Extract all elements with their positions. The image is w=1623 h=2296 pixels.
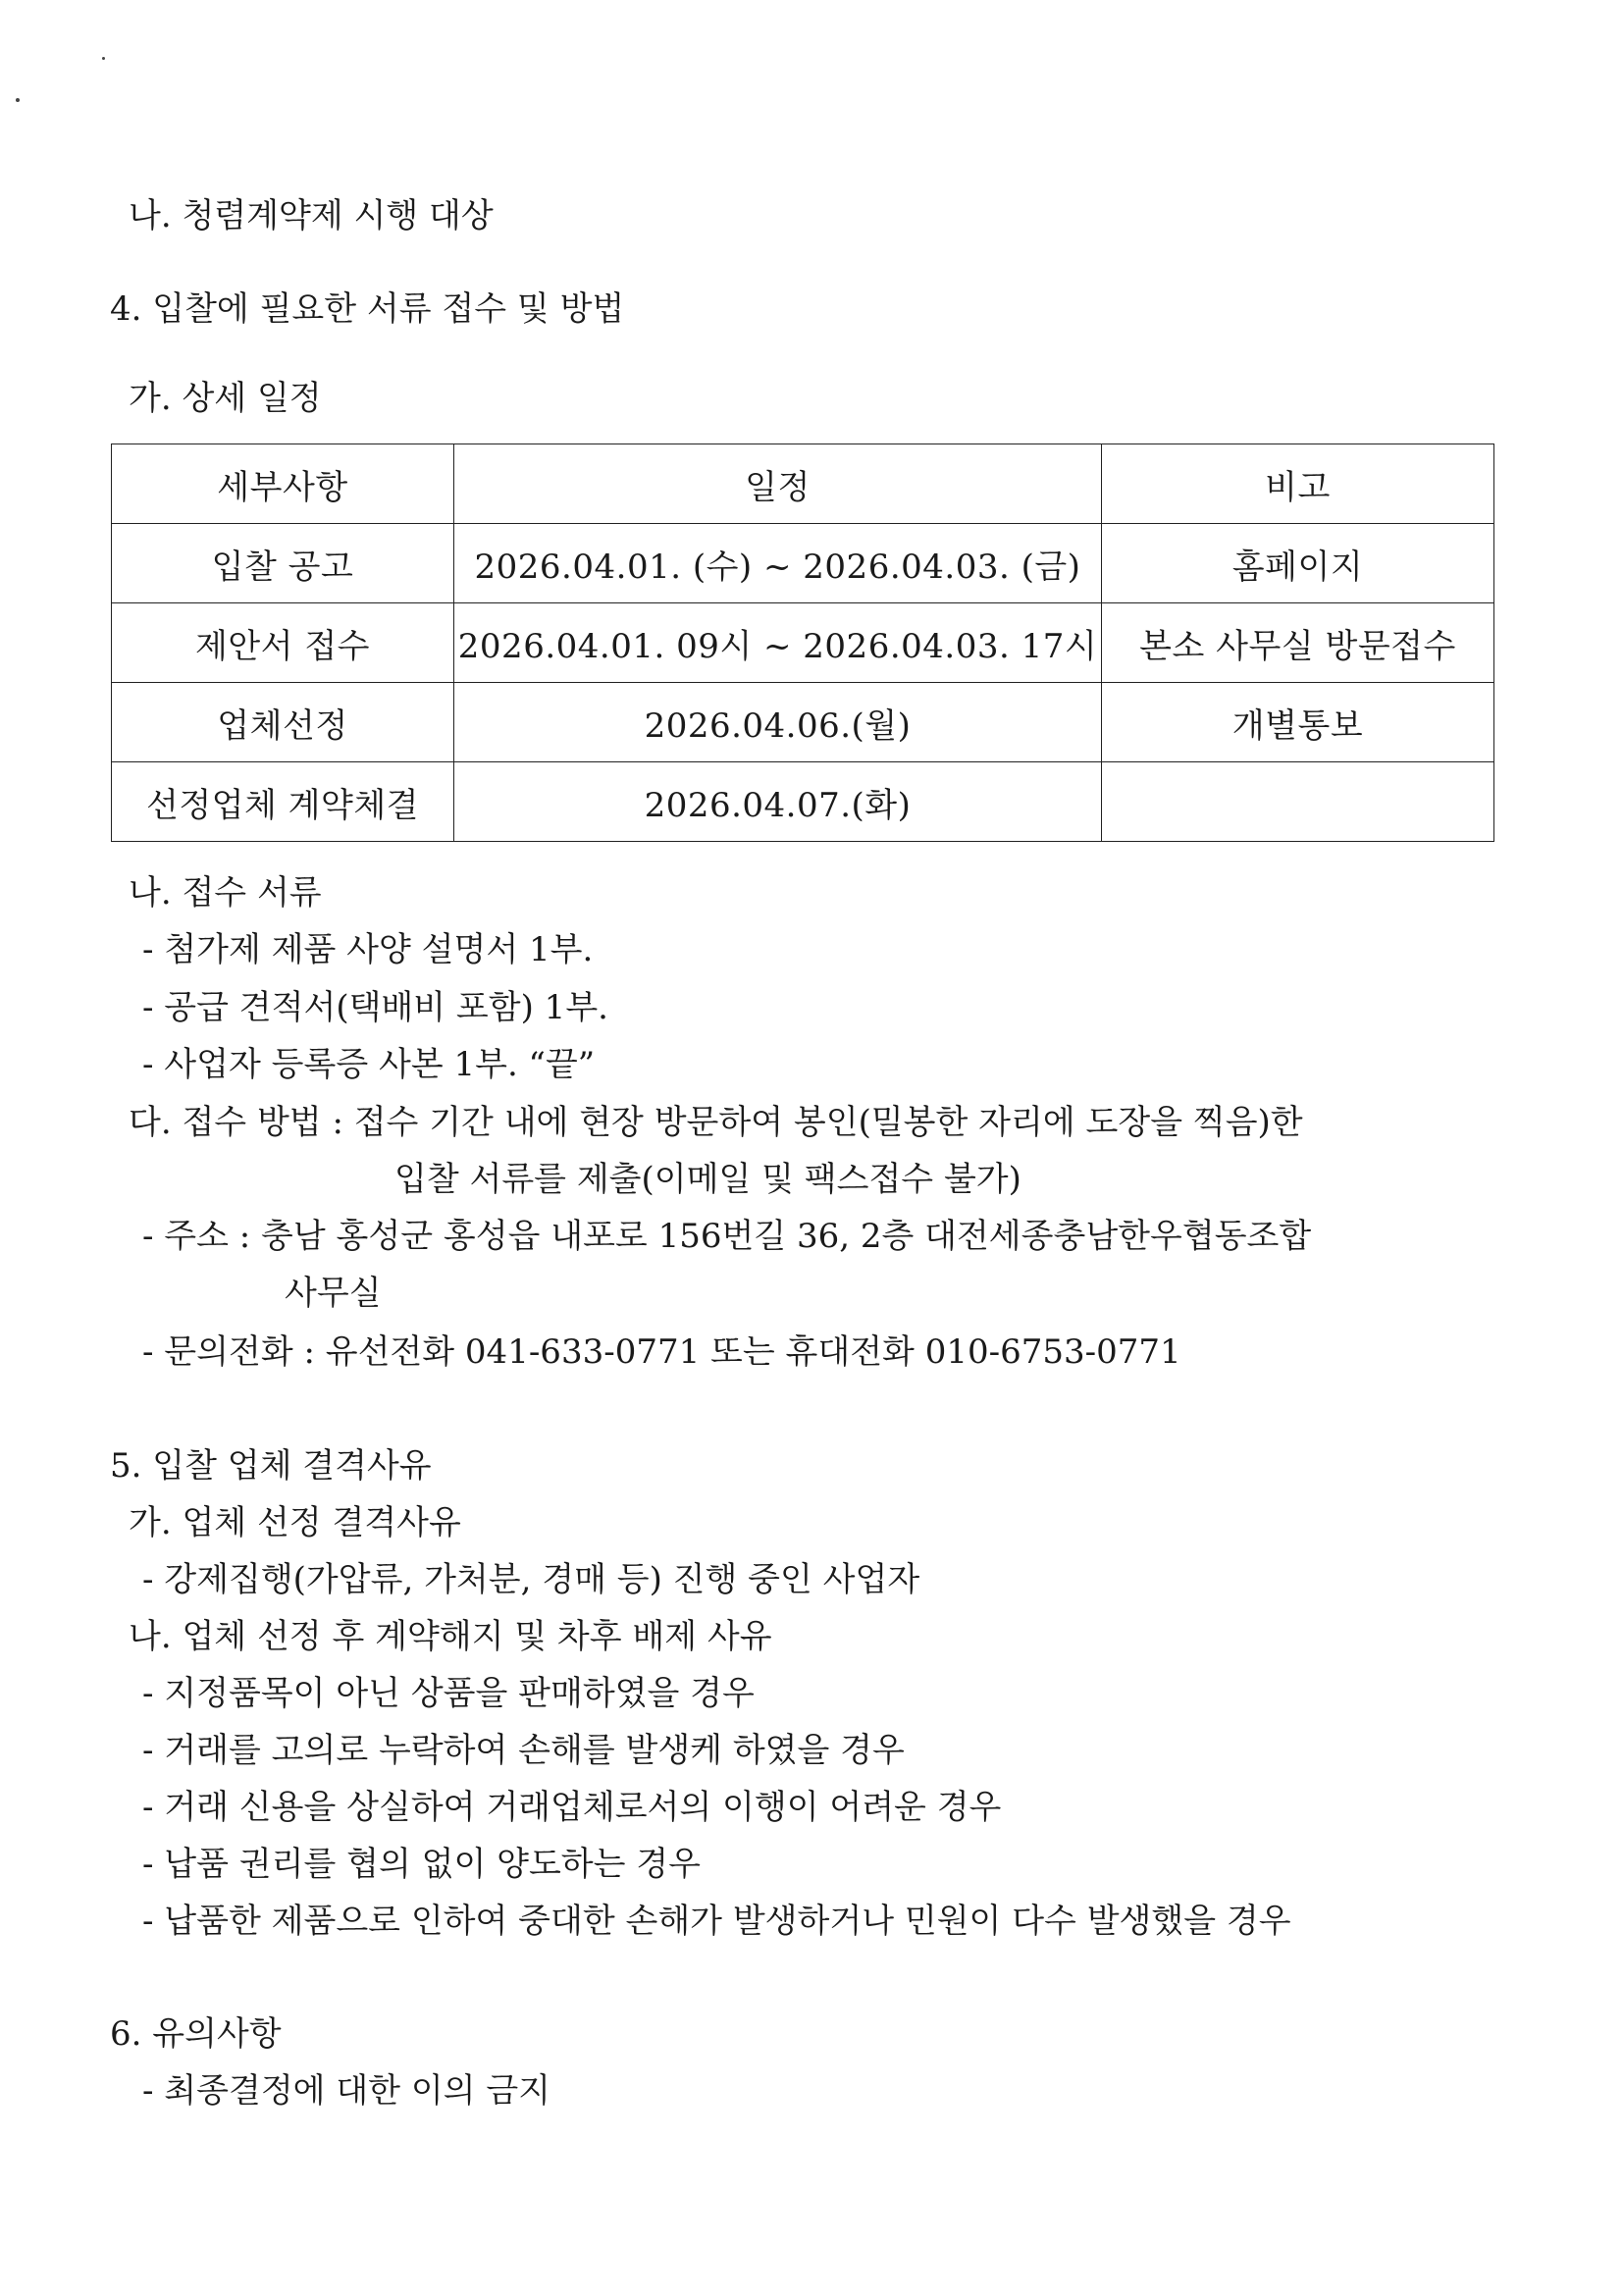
schedule-table (111, 444, 1494, 842)
table-cell: 2026.04.07.(화) (454, 762, 1102, 842)
table-cell: 2026.04.06.(월) (454, 683, 1102, 762)
docs-subtitle: 나. 접수 서류 (129, 873, 322, 913)
contract-integrity-item: 나. 청렴계약제 시행 대상 (129, 196, 494, 235)
table-header-cell: 일정 (454, 444, 1102, 524)
docs-item: - 사업자 등록증 사본 1부. “끝” (142, 1045, 596, 1084)
termination-item: - 납품한 제품으로 인하여 중대한 손해가 발생하거나 민원이 다수 발생했을 경우 (142, 1902, 1291, 1941)
termination-item: - 지정품목이 아닌 상품을 판매하였을 경우 (142, 1674, 755, 1713)
disqualification-item: - 강제집행(가압류, 가처분, 경매 등) 진행 중인 사업자 (142, 1560, 920, 1599)
termination-item: - 납품 권리를 협의 없이 양도하는 경우 (142, 1845, 701, 1884)
table-cell: 제안서 접수 (112, 603, 454, 683)
submission-method-cont: 입찰 서류를 제출(이메일 및 팩스접수 불가) (394, 1160, 1021, 1199)
section-5-title: 5. 입찰 업체 결격사유 (110, 1446, 432, 1486)
table-cell: 선정업체 계약체결 (112, 762, 454, 842)
termination-item: - 거래를 고의로 누락하여 손해를 발생케 하였을 경우 (142, 1731, 905, 1770)
table-header-row (112, 444, 1494, 524)
table-cell: 본소 사무실 방문접수 (1102, 603, 1494, 683)
table-row (112, 683, 1494, 762)
scan-speck (16, 98, 20, 102)
section-4-title: 4. 입찰에 필요한 서류 접수 및 방법 (110, 289, 625, 329)
schedule-subtitle: 가. 상세 일정 (129, 379, 322, 418)
table-cell: 업체선정 (112, 683, 454, 762)
contact-phone: - 문의전화 : 유선전화 041-633-0771 또는 휴대전화 010-6753-0771 (142, 1332, 1181, 1372)
table-row (112, 524, 1494, 603)
table-row (112, 762, 1494, 842)
table-header-cell: 세부사항 (112, 444, 454, 524)
docs-item: - 첨가제 제품 사양 설명서 1부. (142, 930, 594, 969)
table-cell: 2026.04.01. 09시 ~ 2026.04.03. 17시 (454, 603, 1102, 683)
section-5-sub-ga: 가. 업체 선정 결격사유 (129, 1503, 461, 1542)
table-cell (1102, 762, 1494, 842)
table-header-cell: 비고 (1102, 444, 1494, 524)
table-cell: 홈페이지 (1102, 524, 1494, 603)
notice-item: - 최종결정에 대한 이의 금지 (142, 2071, 551, 2111)
address-cont: 사무실 (285, 1274, 382, 1313)
termination-item: - 거래 신용을 상실하여 거래업체로서의 이행이 어려운 경우 (142, 1788, 1002, 1827)
table-cell: 2026.04.01. (수) ~ 2026.04.03. (금) (454, 524, 1102, 603)
table-row (112, 603, 1494, 683)
address: - 주소 : 충남 홍성군 홍성읍 내포로 156번길 36, 2층 대전세종충남한우협동조합 (142, 1217, 1312, 1256)
table-cell: 입찰 공고 (112, 524, 454, 603)
submission-method: 다. 접수 방법 : 접수 기간 내에 현장 방문하여 봉인(밀봉한 자리에 도장을 찍음)한 (129, 1103, 1303, 1142)
table-cell: 개별통보 (1102, 683, 1494, 762)
section-6-title: 6. 유의사항 (110, 2014, 282, 2054)
section-5-sub-na: 나. 업체 선정 후 계약해지 및 차후 배제 사유 (129, 1617, 772, 1656)
scan-speck (102, 57, 105, 60)
docs-item: - 공급 견적서(택배비 포함) 1부. (142, 988, 608, 1027)
